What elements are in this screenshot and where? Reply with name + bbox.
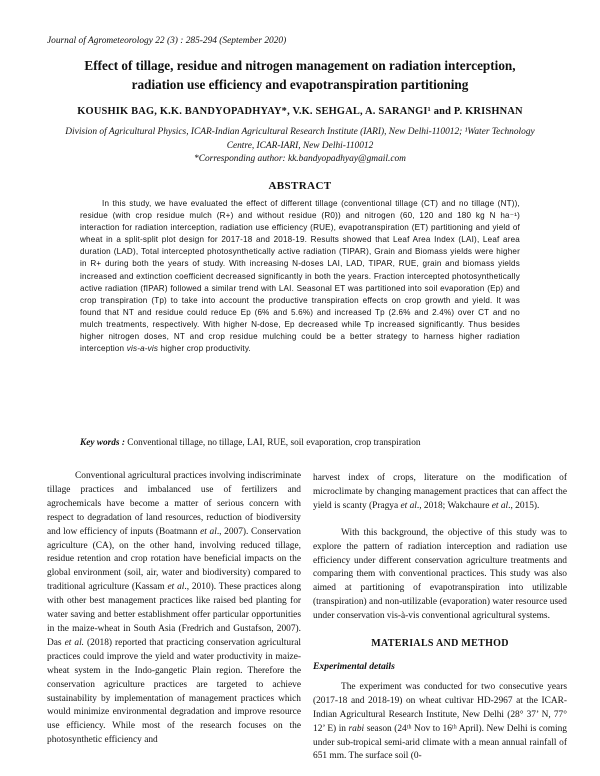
paper-title bbox=[40, 56, 560, 94]
title-line-2: radiation use efficiency and evapotranspiration partitioning bbox=[131, 77, 469, 92]
et-al: et al bbox=[491, 500, 509, 511]
text-run: ., 2007). Conservation agriculture (CA), on the other hand, involving reduced tillage, residue retention and crop rotation have beneficial impacts on the global environment (soil, air, water and biodiversity) compared to traditional agriculture (Kassam bbox=[47, 526, 301, 593]
affiliation-line-2: Centre, ICAR-IARI, New Delhi-110012 bbox=[226, 140, 374, 151]
abstract-text bbox=[80, 198, 520, 355]
text-run: ., 2015). bbox=[508, 500, 540, 511]
text-run: (2018) reported that practicing conservation agricultural practices could improve the yield and water productivity in maize-wheat system in the Indo-gangetic Plain region. Therefore the conservation agriculture practices are targeted to achieve sustainability by implementation of management practices which would minimize environmental degradation and improve resource use efficiency. While most of the research focuses on the photosynthetic efficiency and bbox=[47, 637, 301, 746]
et-al: et al bbox=[200, 526, 217, 537]
text-run: ., 2018; Wakchaure bbox=[416, 500, 490, 511]
abstract-end: higher crop productivity. bbox=[160, 344, 251, 354]
abstract-heading: ABSTRACT bbox=[268, 180, 332, 192]
text-run: The experiment was conducted for two consecutive years (2017-18 and 2018-19) on wheat cultivar HD-2967 at the ICAR-Indian Agricultural Research Institute, New Delhi (28° 37’ N, 77° 12’ E) in bbox=[313, 681, 567, 734]
objective-paragraph: With this background, the objective of this study was to explore the pattern of radiation interception and radiation use efficiency under different conservation agriculture treatments and comparing them with conventional practices. This study was also aimed at partitioning of evapotranspiration into utilizable (transpiration) and non-utilizable (evaporation) water resource used under conservation vis-à-vis conventional agricultural systems. bbox=[313, 527, 567, 622]
journal-citation: Journal of Agrometeorology 22 (3) : 285-294 (September 2020) bbox=[47, 36, 287, 46]
abstract-italic-term: vis-a-vis bbox=[126, 344, 159, 354]
corresponding-author: *Corresponding author: kk.bandyopadhyay@gmail.com bbox=[194, 154, 406, 164]
title-line-1: Effect of tillage, residue and nitrogen management on radiation interception, bbox=[84, 58, 516, 73]
left-column bbox=[47, 470, 301, 748]
keywords-label: Key words : bbox=[80, 438, 125, 448]
intro-paragraph-1 bbox=[47, 470, 301, 748]
section-heading-materials: MATERIALS AND METHOD bbox=[371, 638, 509, 650]
keywords bbox=[80, 438, 540, 448]
text-run: harvest index of crops, literature on the modification of microclimate by changing management practices that can affect the yield is scanty (Pragya bbox=[313, 473, 567, 511]
rabi-term: rabi bbox=[348, 723, 365, 734]
keywords-text: Conventional tillage, no tillage, LAI, RUE, soil evaporation, crop transpiration bbox=[127, 438, 421, 448]
text-run: ., 2010). These practices along with other best management practices like raised bed planting for water saving and better establishment offer particular opportunities in the maize-wheat in South Asia (Fredrich and Gustafson, 2007). Das bbox=[47, 582, 302, 648]
et-al: et al bbox=[167, 582, 185, 593]
intro-paragraph-continued bbox=[313, 472, 567, 514]
abstract-main: In this study, we have evaluated the effect of different tillage (conventional tillage (CT) and no tillage (NT)), residue (with crop residue mulch (R+) and without residue (R0)) and nitrogen (60, 120 and 180 kg N ha⁻¹) interaction for radiation interception, radiation use efficiency (RUE), evapotranspiration (ET) partitioning and yield of wheat in a split-split plot design for 2017-18 and 2018-19. Results showed that Leaf Area Index (LAI), Leaf area duration (LAD), Total intercepted photosynthetically active radiation (TIPAR), Grain and Biomass yields were higher in R+ during both the years of study. With increasing N-doses LAI, LAD, TIPAR, RUE, grain and biomass yields increased and extinction coefficient decreased significantly in both the years. Fraction intercepted photosynthetically active radiation (fIPAR) followed a similar trend with LAI. Seasonal ET was partitioned into soil evaporation (Ep) and crop transpiration (Tp) to take into account the productive transpiration effects on crop growth and yield. It was found that NT and residue could reduce Ep (6% and 5.6%) and increased Tp (2.6% and 2.4%) over CT and no mulch treatments, respectively. With higher N-dose, Ep decreased while Tp increased significantly. Thus besides higher nitrogen doses, NT and crop residue mulching could be a better strategy to harness higher radiation interception bbox=[80, 199, 520, 354]
right-column bbox=[313, 472, 567, 764]
et-al: et al bbox=[400, 500, 417, 511]
text-run: Conventional agricultural practices involving indiscriminate tillage practices and imbalanced use of fertilizers and agrochemicals have become a matter of serious concern with respect to degradation of land resources, reduction of biodiversity and low efficiency of inputs (Boatmann bbox=[47, 471, 301, 537]
affiliation-block bbox=[40, 126, 560, 167]
affiliation-line-1: Division of Agricultural Physics, ICAR-Indian Agricultural Research Institute (IARI), New Delhi-110012; ¹Water Technology bbox=[65, 127, 535, 137]
author-list: KOUSHIK BAG, K.K. BANDYOPADHYAY*, V.K. SEHGAL, A. SARANGI¹ and P. KRISHNAN bbox=[77, 106, 523, 117]
subsection-heading-experimental: Experimental details bbox=[313, 660, 395, 672]
text-run: season (24ᵗʰ Nov to 16ᵗʰ April). New Delhi is coming under sub-tropical semi-arid climate with a mean annual rainfall of 651 mm. The surface soil (0- bbox=[313, 723, 567, 762]
et-al: et al. bbox=[64, 637, 85, 648]
experimental-paragraph bbox=[313, 681, 567, 764]
